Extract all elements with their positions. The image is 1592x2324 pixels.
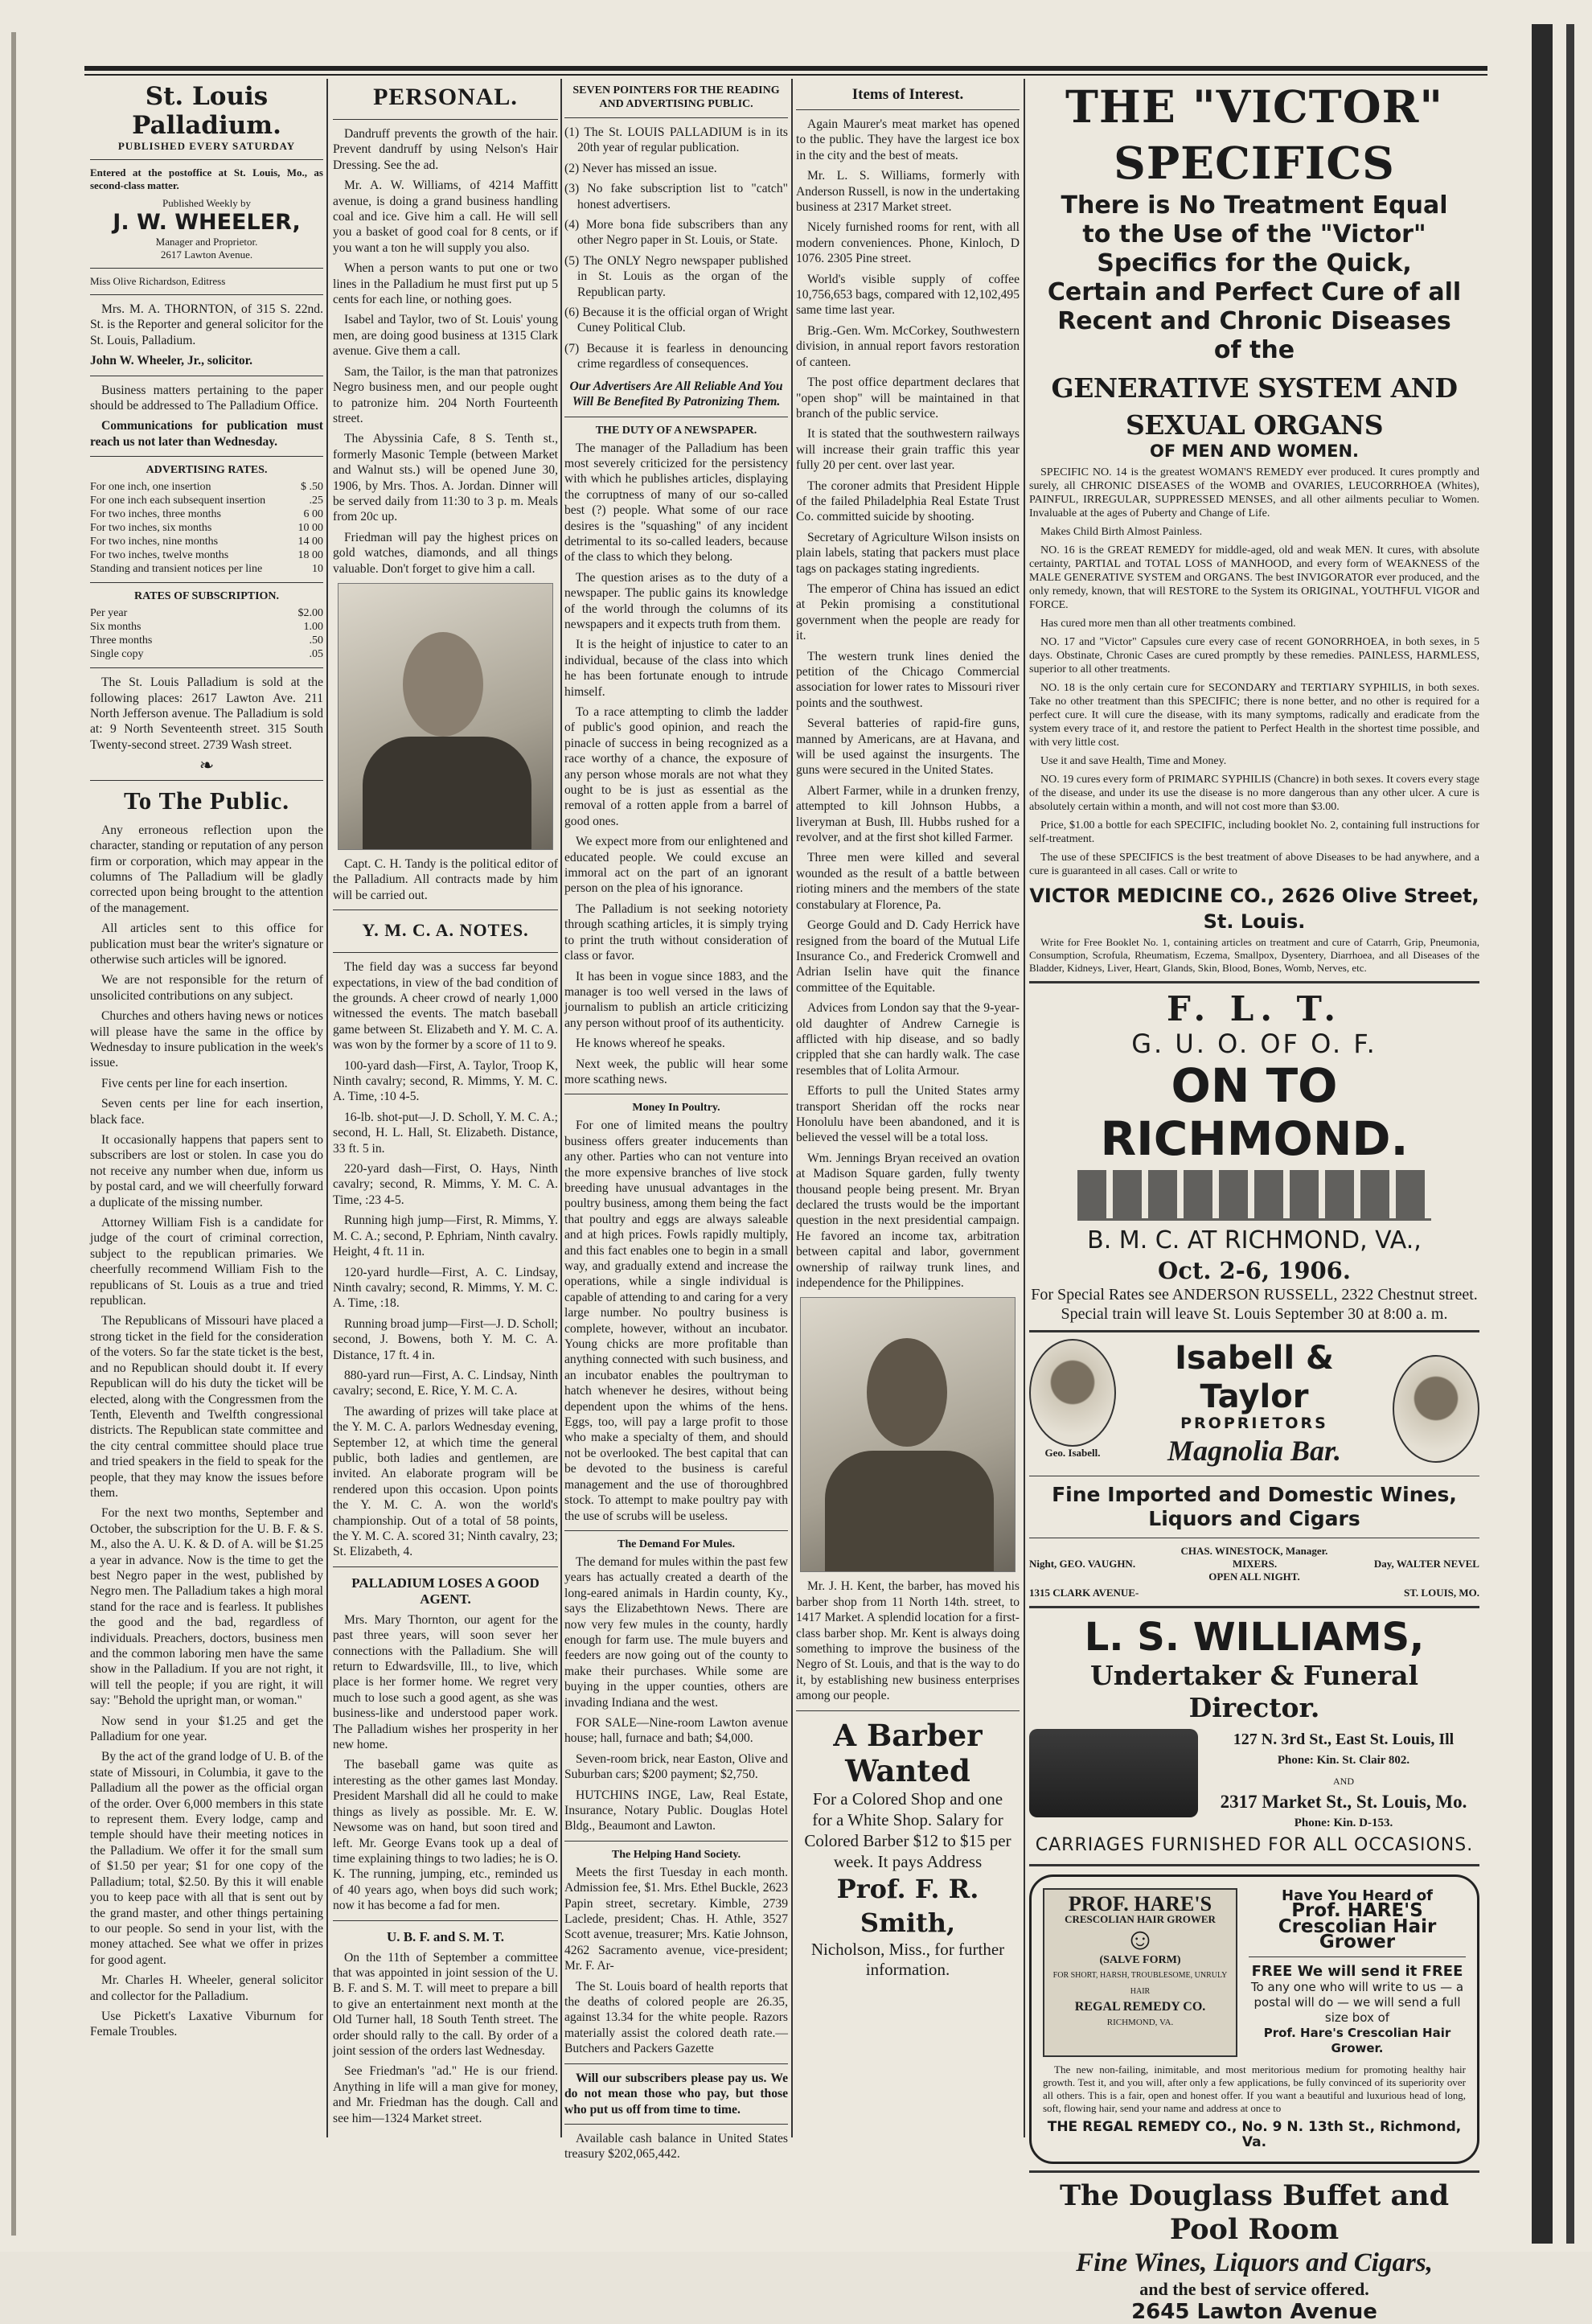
column-divider [560,79,562,2137]
helping-hand-paragraph: Meets the first Tuesday in each month. Admission fee, $1. Mrs. Ethel Buckle, 2623 Papin street, secretary. Kimble, 2739 Laclede, president; Chas. H. Athle, 3527 Scott avenue, treasurer; Mrs. Katie Johnson, 4262 Sacramento avenue, vice-president; Mr. F. Ar- [564,1865,788,1973]
subscription-rate-label: Per year [90,607,128,620]
news-item: Albert Farmer, while in a drunken frenzy, attempted to kill Johnson Hubbs, a liveryman at Bush, Ill. Hubbs rushed for a revolver, and at the first shot killed Farmer. [796,783,1020,845]
victor-system: GENERATIVE SYSTEM AND SEXUAL ORGANS [1051,372,1458,441]
isabell-bar: Magnolia Bar. [1167,1434,1342,1467]
personal-paragraph: Dandruff prevents the growth of the hair. Prevent dandruff by using Nelson's Hair Dressing. See the ad. [333,127,558,172]
hair-grower-tin [1043,1888,1237,2057]
subscription-rate-value: .50 [309,634,323,647]
items-body [796,117,1020,1291]
isabell-mixers: MIXERS. [1232,1557,1278,1570]
douglass-fine: Fine Wines, Liquors and Cigars, [1076,2248,1433,2278]
advertising-rate-value: $ .50 [301,481,323,494]
isabell-proprietors: PROPRIETORS [1180,1415,1328,1433]
isabell-left-name: Geo. Isabell. [1044,1447,1101,1460]
ornament-icon: ❧ [199,755,215,776]
to-public-paragraph: Seven cents per line for each insertion, black face. [90,1097,323,1127]
news-item: Nicely furnished rooms for rent, with all modern conveniences. Phone, Kinloch, D 1076. 2305 Pine street. [796,220,1020,266]
loses-agent-paragraph: Mrs. Mary Thornton, our agent for the past three years, will soon sever her connections with the Palladium. She will return to Edwardsville, Ill., to live, which place is her former home. We regret very much to lose such a good agent, as she was business-like and understood paper work. The Palladium wishes her prosperity in her new home. [333,1612,558,1752]
advertising-rate-label: For one inch, one insertion [90,481,211,494]
helping-hand-paragraph: The St. Louis board of health reports that the deaths of colored people are 26.35, against 13.34 for the white people. Razors materially assist the colored death rate.—Butchers and Packers Gazette [564,1979,788,2056]
victor-body [1029,466,1479,878]
to-public-paragraph: By the act of the grand lodge of U. B. of the state of Missouri, in Columbia, it gave to the Palladium all the power as the official organ of the order. Over 6,000 members in this state to represent them. Every lodge, camp and temple should have their meeting notices in the Palladium. We offer it for the small sum of $1.50 per year; $1 for one copy of the Palladium; total, $2.50. By this it will enable you to keep pace with all that is sent out by the grand master, and other things pertaining to our people. So send in your list, with the money attached. See what we offer in prizes for good agent. [90,1750,323,1967]
news-item: Brig.-Gen. Wm. McCorkey, Southwestern division, in annual report favors restoration of canteen. [796,323,1020,369]
news-item: Again Maurer's meat market has opened to the public. They have the largest ice box in the city and the best of meats. [796,117,1020,162]
news-item: George Gould and D. Cady Herrick have resigned from the board of the Mutual Life Insurance Co., and Frederick Cromwell and Adrian Iselin have quit the finance committee of the Equitable. [796,918,1020,995]
ymca-paragraph: 220-yard dash—First, O. Hays, Ninth cavalry; second, R. Mimms, Y. M. C. A. Time, :23 4-5. [333,1162,558,1207]
ymca-paragraph: The awarding of prizes will take place at the Y. M. C. A. parlors Wednesday evening, September 12, at which time the general public, both ladies and gentlemen, are invited. An elaborate program will be rendered upon this occasion. Upon points the Y. M. C. A. won the world's championship. Out of a total of 58 points, the Y. M. C. A. scored 31; Ninth cavalry, 23; St. Elizabeth, 4. [333,1404,558,1559]
to-public-paragraph: We are not responsible for the return of unsolicited contributions on any subject. [90,973,323,1003]
advertisers-slogan: Our Advertisers Are All Reliable And You Will Be Benefited By Patronizing Them. [569,379,783,409]
helping-hand-heading: The Helping Hand Society. [611,1848,741,1861]
flt-rates: For Special Rates see ANDERSON RUSSELL, 2322 Chestnut street. [1031,1286,1478,1304]
tin-mid: CRESCOLIAN HAIR GROWER [1065,1913,1216,1926]
advertising-rate [90,494,323,507]
hare-prof: Prof. HARE'S [1291,1900,1423,1922]
advertising-rate [90,548,323,562]
solicitor-notice: John W. Wheeler, Jr., solicitor. [90,354,253,368]
to-public-paragraph: Churches and others having news or notices will please have the same in the office by Wednesday to insure publication in the week's issue. [90,1009,323,1070]
sold-at: The St. Louis Palladium is sold at the following places: 2617 Lawton Ave. 211 North Jefferson avenue. The Palladium is sold at: 9 North Seventeenth street. 315 South Twenty-second street. 2739 Wash street. [90,675,323,752]
subscription-rate-label: Six months [90,621,142,634]
subscription-rate-value: .05 [309,648,323,661]
victor-ad [1029,79,1479,975]
to-public-paragraph: All articles sent to this office for publication must bear the writer's signature or otherwise such articles will be ignored. [90,922,323,967]
isabell-city: ST. LOUIS, MO. [1403,1586,1479,1599]
williams-and: AND [1333,1775,1354,1787]
advertising-rate-label: For two inches, three months [90,508,221,521]
subscription-rate [90,606,323,620]
ymca-paragraph: 16-lb. shot-put—J. D. Scholl, Y. M. C. A.; second, H. L. Hall, St. Elizabeth. Distance, 33 ft. 5 in. [333,1110,558,1156]
advertising-rate-value: 6 00 [303,508,323,521]
duty-paragraph: The manager of the Palladium has been most severely criticized for the persistency with which he publishes articles, displaying the corruptness of many of our so-called best (?) people. What some of our race desires is the "squashing" of any incident detrimental to its so-called leaders, because of the class to which they belong. [564,441,788,565]
subscription-rate [90,647,323,661]
news-item: It is stated that the southwestern railways will increase their grain traffic this year fully 20 per cent. over last year. [796,427,1020,473]
isabell-open: OPEN ALL NIGHT. [1208,1570,1300,1583]
news-item: The post office department declares that "open shop" will be maintained in that branch of the public service. [796,376,1020,421]
subscription-rate-label: Single copy [90,648,144,661]
advertising-rate-value: 10 [312,563,323,576]
for-sale-item: HUTCHINS INGE, Law, Real Estate, Insurance, Notary Public. Douglas Hotel Bldg., Beaumont and Lawton. [564,1788,788,1833]
victor-of: OF MEN AND WOMEN. [1149,441,1360,461]
to-public-heading: To The Public. [123,786,290,815]
tin-for: FOR SHORT, HARSH, TROUBLESOME, UNRULY HAIR [1052,1971,1228,1996]
williams-addr2: 2317 Market St., St. Louis, Mo. [1220,1791,1467,1812]
publisher-role: Manager and Proprietor. [155,236,258,248]
advertising-rate-value: 10 00 [297,522,323,535]
hare-free: FREE We will send it FREE [1251,1963,1463,1981]
ubf-heading: U. B. F. and S. M. T. [386,1928,505,1944]
subscription-rate-label: Three months [90,634,153,647]
editress: Miss Olive Richardson, Editress [90,275,226,287]
tandy-caption: Capt. C. H. Tandy is the political editor of the Palladium. All contracts made by him will be carried out. [333,856,558,902]
train-icon [1077,1170,1431,1221]
barber-address: Nicholson, Miss., for further information. [810,1939,1005,1979]
flt-headline: ON TO RICHMOND. [1100,1058,1409,1167]
advertising-rates [90,480,323,576]
hearse-icon [1029,1729,1198,1817]
douglass-title: The Douglass Buffet and Pool Room [1059,2179,1450,2247]
duty-paragraph: Next week, the public will hear some more scathing news. [564,1057,788,1086]
isabell-ad [1029,1339,1479,1599]
mules-paragraph: The demand for mules within the past few years has actually created a dearth of the long-eared animals in Hardin county, Ky., says the Elizabethtown News. There are now very few mules in the county, hardly enough for farm use. The mule buyers and feeders are now going out of the county to make their purchases. While some are buying in the upper counties, others are invading Indiana and the west. [564,1554,788,1710]
tin-city: RICHMOND, VA. [1106,2017,1174,2027]
williams-carriages: CARRIAGES FURNISHED FOR ALL OCCASIONS. [1035,1834,1474,1855]
victor-paragraph: NO. 17 and "Victor" Capsules cure every case of recent GONORRHOEA, in both sexes, in 5 days. Obstinate, Chronic Cases are cured promptly by these remedies. PAINLESS, HARMLESS, superior to all other treatments. [1029,636,1479,676]
portrait-tandy [338,583,553,850]
loses-agent-body [333,1612,558,1914]
subscription-heading: RATES OF SUBSCRIPTION. [133,590,280,603]
personal-paragraph: The Abyssinia Cafe, 8 S. Tenth st., formerly Masonic Temple (between Market and Walnut sts.) will be opened June 30, 1906, by Mrs. Thos. A. Jordan. Dinner will be served daily from 11:30 to 3 p. m. Meals from 20c up. [333,432,558,524]
advertising-rate [90,521,323,535]
mules-heading: The Demand For Mules. [618,1538,735,1550]
subscription-rate [90,634,323,647]
pointer-item: (4) More bona fide subscribers than any other Negro paper in St. Louis, or State. [564,218,788,248]
victor-tagline: There is No Treatment Equal to the Use of the "Victor" Specifics for the Quick, Certain and Perfect Cure of all Recent and Chronic Diseases of the [1047,191,1462,364]
items-heading: Items of Interest. [851,86,964,103]
flt-train: Special train will leave St. Louis September 30 at 8:00 a. m. [1061,1305,1448,1324]
portrait-tin-icon: ☺ [1124,1922,1156,1957]
ymca-paragraph: 100-yard dash—First, A. Taylor, Troop K, Ninth cavalry; second, R. Mimms, Y. M. C. A. Time, :10 4-5. [333,1058,558,1104]
portrait-taylor [1393,1355,1479,1463]
advertising-rate [90,535,323,548]
victor-paragraph: NO. 18 is the only certain cure for SECONDARY and TERTIARY SYPHILIS, in both sexes. Take no other treatment than this SPECIFIC; there is none better, and no other is required for a perfect cure. It will cure the disease, with its many symptoms, radically and eradicate from the system every trace of it, and restore the patient to Perfect Health in the shortest time possible, and with very little cost. [1029,682,1479,749]
subscription-rate-value: 1.00 [303,621,323,634]
pointer-item: (7) Because it is fearless in denouncing crime regardless of consequences. [564,341,788,372]
column-divider [326,79,328,2137]
page-edge-right [1532,24,1553,2244]
advertising-rate-label: For two inches, nine months [90,536,219,548]
to-public-paragraph: It occasionally happens that papers sent to subscribers are lost or stolen. In case you do not receive any number when due, inform us by postal card, and we will cheerfully forward a duplicate of the missing number. [90,1133,323,1209]
victor-paragraph: Use it and save Health, Time and Money. [1040,755,1227,768]
to-public-body [90,823,323,2040]
kent-notice: Mr. J. H. Kent, the barber, has moved his barber shop from 11 North 14th. street, to 1417 Market. A splendid location for a first-class barber shop. Mr. Kent is always doing something to improve the business of the Negro of St. Louis, and that is the way to do it, by establishing new business enterprises among our people. [796,1579,1020,1703]
isabell-title: Isabell & Taylor [1175,1340,1334,1416]
published-by: Published Weekly by [162,197,251,209]
duty-body [564,441,788,1088]
duty-paragraph: The Palladium is not seeking notoriety through scathing articles, it is simply trying to print the truth without consideration of class or favor. [564,901,788,963]
helping-hand-body [564,1865,788,2057]
to-public-paragraph: Mr. Charles H. Wheeler, general solicitor and collector for the Palladium. [90,1973,323,2003]
tin-co: REGAL REMEDY CO. [1074,2000,1206,2014]
williams-name: L. S. WILLIAMS, [1084,1614,1425,1660]
douglass-service: and the best of service offered. [1139,2279,1369,2300]
victor-paragraph: Has cured more men than all other treatments combined. [1040,618,1296,630]
isabell-address: 1315 CLARK AVENUE- [1029,1586,1139,1599]
top-rule-thin [84,74,1487,76]
isabell-night: Night, GEO. VAUGHN. [1029,1557,1136,1570]
isabell-fine: Fine Imported and Domestic Wines, Liquors and Cigars [1052,1482,1457,1530]
top-rule [84,66,1487,71]
news-item: Efforts to pull the United States army transport Sheridan off the rocks near Honolulu have been abandoned, and it is believed the vessel will be a total loss. [796,1084,1020,1145]
advertising-rate-value: 14 00 [297,536,323,548]
personal-paragraph: When a person wants to put one or two lines in the Palladium he must first put up 5 cents for each line, or nothing goes. [333,261,558,307]
ubf-paragraph: See Friedman's "ad." He is our friend. Anything in life will a man give for money, and Mr. Friedman has the dough. Call and see him—1324 Market street. [333,2064,558,2125]
williams-addr1: 127 N. 3rd St., East St. Louis, Ill [1233,1730,1455,1748]
mules-body [564,1554,788,1834]
tin-top: PROF. HARE'S [1068,1891,1212,1915]
advertising-rate-label: For two inches, twelve months [90,549,229,562]
victor-paragraph: The use of these SPECIFICS is the best treatment of above Diseases to be had anywhere, and a cure is guaranteed in all cases. Call or write to [1029,852,1479,878]
duty-paragraph: It is the height of injustice to cater to an individual, because of the class into which he has been fortunate enough to intrude himself. [564,638,788,699]
douglass-ad [1029,2179,1479,2324]
advertising-heading: ADVERTISING RATES. [146,464,268,477]
victor-title: THE "VICTOR" SPECIFICS [1065,80,1443,189]
hare-ad [1029,1874,1479,2165]
seven-pointers-list [564,125,788,372]
subscription-rate [90,620,323,634]
tin-salve: (SALVE FORM) [1099,1954,1181,1967]
duty-paragraph: It has been in vogue since 1883, and the manager is too well versed in the laws of journalism to publish an article criticizing any person without proof of its authenticity. [564,969,788,1030]
pointer-item: (2) Never has missed an issue. [564,161,717,175]
victor-booklet: Write for Free Booklet No. 1, containing articles on treatment and cure of Catarrh, Grip, Pneumonia, Consumption, Scrofula, Rheumatism, Eczema, Smallpox, Dysentery, Diarrhoea, and all Diseases of the Bladder, Kidneys, Liver, Heart, Glands, Skin, Blood, Bones, Womb, Nerves, etc. [1029,936,1479,975]
to-public-paragraph: Now send in your $1.25 and get the Palladium for one year. [90,1714,323,1744]
seven-pointers-heading: SEVEN POINTERS FOR THE READING AND ADVERTISING PUBLIC. [572,84,780,110]
ubf-paragraph: On the 11th of September a committee that was appointed in joint session of the U. B. F. and S. M. T. will meet to prepare a bill to give an entertainment next month at the Old Turner hall, 18 South Tenth street. The order should rally to the call. By order of a joint session of the orders last Wednesday. [333,1950,558,2058]
column-divider [1024,79,1025,2137]
column-advertisements [1029,79,1479,2324]
news-item: The western trunk lines denied the petition of the Chicago Commercial association for lower rates to Missouri river points and the southwest. [796,649,1020,710]
poultry-paragraph: For one of limited means the poultry business offers greater inducements than any other. Parties who can not venture into the more expensive branches of live stock breeding have unusual advantages in the poultry business, among them being the fact that poultry and eggs are always saleable and at high prices. Fowls rapidly multiply, and this fact enables one to begin in a small way, and gradually extend and increase the operations, while a single individual is capable of attending to and caring for a very large number. No poultry business is complete, however, without an incubator. Young chicks are more profitable than anything connected with such business, and an incubator enables the poultryman to hatch whenever he desires, without being dependent upon the whims of the hens. Eggs, too, will pay a large profit to those who make a specialty of them, and should not be overlooked. The best capital that can be devoted to the business is careful management and the use of thoroughbred stock. To attempt to make poultry pay with the use of scrubs will be useless. [564,1119,788,1523]
douglass-address: 2645 Lawton Avenue [1131,2300,1377,2324]
ymca-paragraph: Running broad jump—First—J. D. Scholl; second, J. Bowens, both Y. M. C. A. Distance, 17 ft. 4 in. [333,1316,558,1362]
flt-line2: G. U. O. OF O. F. [1131,1029,1377,1060]
pointer-item: (5) The ONLY Negro newspaper published in St. Louis as the organ of the Republican party. [564,253,788,299]
ymca-paragraph: Running high jump—First, R. Mimms, Y. M. C. A.; second, P. Ephriam, Ninth cavalry. Height, 4 ft. 11 in. [333,1213,558,1259]
business-notice: Business matters pertaining to the paper should be addressed to The Palladium Office. [90,383,323,413]
victor-company: VICTOR MEDICINE CO., 2626 Olive Street, St. Louis. [1029,885,1479,934]
column-masthead [90,79,323,2137]
page-edge-right-inner [1566,24,1574,2244]
column-items [796,79,1020,2137]
pointer-item: (6) Because it is the official organ of Wright Cuney Political Club. [564,306,788,335]
to-public-paragraph: Five cents per line for each insertion. [101,1076,288,1090]
entered-notice: Entered at the postoffice at St. Louis, Mo., as second-class matter. [90,166,323,191]
duty-paragraph: The question arises as to the duty of a newspaper. The public gains its knowledge of the world through the columns of its newspapers and it expects truth from them. [564,570,788,631]
advertising-rate [90,562,323,576]
column-divider [791,79,793,2137]
news-item: The coroner admits that President Hipple of the failed Philadelphia Real Estate Trust Co. committed suicide by shooting. [796,478,1020,524]
williams-title: Undertaker & Funeral Director. [1089,1659,1418,1723]
portrait-isabell [1029,1339,1116,1447]
subscription-rate-value: $2.00 [297,607,323,620]
reporter-notice: Mrs. M. A. THORNTON, of 315 S. 22nd. St. is the Reporter and general solicitor for the St. Louis, Palladium. [90,302,323,347]
flt-line1: F. L. T. [1166,989,1343,1029]
to-public-paragraph: Any erroneous reflection upon the character, standing or reputation of any person firm or corporation, which may appear in the columns of The Palladium will be gladly corrected upon being brought to the attention of the management. [90,823,323,915]
ymca-paragraph: The field day was a success far beyond expectations, in view of the bad condition of the grounds. A cheer crowd of nearly 1,000 witnessed the events. The match baseball game between St. Elizabeth and Y. M. C. A. was won by the former by a score of 11 to 9. [333,960,558,1053]
personal-paragraph: Isabel and Taylor, two of St. Louis' young men, are doing good business at 1315 Clark avenue. Give them a call. [333,313,558,359]
ymca-paragraph: 120-yard hurdle—First, A. C. Lindsay, Ninth cavalry; second, R. Mimms, Y. M. C. A. Time, :18. [333,1265,558,1311]
news-item: Secretary of Agriculture Wilson insists on plain labels, stating that packers must place tags on packages stating ingredients. [796,530,1020,576]
advertising-rate-value: 18 00 [297,549,323,562]
duty-paragraph: We expect more from our enlightened and educated people. We could excuse an immoral act on the part of an ignorant person on the plea of his ignorance. [564,835,788,896]
barber-name: Prof. F. R. Smith, [836,1873,979,1938]
news-item: The emperor of China has issued an edict at Pekin promising a constitutional government when the people are ready for it. [796,581,1020,643]
news-item: Three men were killed and several wounded as the result of a battle between rioting miners and the members of the state constabulary at Florence, Pa. [796,851,1020,912]
duty-paragraph: He knows whereof he speaks. [576,1037,725,1051]
treasury-notice: Available cash balance in United States treasury $202,065,442. [564,2131,788,2162]
barber-heading: A Barber Wanted [833,1717,983,1788]
ymca-paragraph: 880-yard run—First, A. C. Lindsay, Ninth cavalry; second, E. Rice, Y. M. C. A. [333,1368,558,1398]
column-editorial [564,79,788,2162]
masthead-title: St. Louis Palladium. [132,82,281,140]
victor-paragraph: Price, $1.00 a bottle for each SPECIFIC, including booklet No. 2, containing full instructions for self-treatment. [1029,819,1479,846]
hare-offer-name: Prof. Hare's Crescolian Hair Grower. [1263,2025,1451,2056]
victor-paragraph: SPECIFIC NO. 14 is the greatest WOMAN'S REMEDY ever produced. It cures promptly and surely, all CHRONIC DISEASES of the WOMB and OVARIES, LEUCORRHOEA (Whites), PAINFUL, IRREGULAR, SUPPRESSED MENSES, and all other ailments peculiar to Women. Invaluable at the ages of Puberty and Change of Life. [1029,466,1479,520]
advertising-rate-label: For two inches, six months [90,522,212,535]
personal-paragraph: Friedman will pay the highest prices on gold watches, diamonds, and all things valuable. Don't forget to give him a call. [333,530,558,576]
duty-paragraph: To a race attempting to climb the ladder of public's good opinion, and reach the pinacle of success in being recognized as a race worthy of a chance, the exposure of any person whose morals are not what they ought to be is just as essential as the removal of a rotten apple from a barrel of good ones. [564,705,788,828]
ymca-body [333,959,558,1560]
portrait-kent [800,1297,1016,1572]
hare-product: Crescolian Hair Grower [1278,1915,1437,1953]
williams-ad [1029,1615,1479,1858]
personal-heading: PERSONAL. [373,84,518,110]
advertising-rate-value: .25 [309,495,323,507]
hare-heard: Have You Heard of [1282,1887,1433,1904]
victor-paragraph: NO. 16 is the GREAT REMEDY for middle-aged, old and weak MEN. It cures, with absolute certainty, PARTIAL and TOTAL LOSS of MANHOOD, and every form of WEAKNESS of the MALE GENERATIVE SYSTEM and ORGANS. The best INVIGORATOR ever produced, and the only remedy, known, that will RESTORE to the System its ORIGINAL, YOUTHFUL VIGOR and FORCE. [1029,544,1479,612]
communications-notice: Communications for publication must reach us not later than Wednesday. [90,419,323,449]
personal-paragraph: Mr. A. W. Williams, of 4214 Maffitt avenue, is doing a grand business handling coal and ice. Give him a call. He will sell you a basket of good coal for 8 cents, or if you want a ton he will supply you also. [333,179,558,255]
victor-paragraph: Makes Child Birth Almost Painless. [1040,526,1203,539]
news-item: Mr. L. S. Williams, formerly with Anderson Russell, is now in the undertaking business at 2317 Market street. [796,169,1020,215]
ubf-body [333,1950,558,2126]
advertising-rate [90,480,323,494]
masthead-subtitle: PUBLISHED EVERY SATURDAY [117,140,296,152]
isabell-manager: CHAS. WINESTOCK, Manager. [1180,1544,1328,1557]
publisher-address: 2617 Lawton Avenue. [160,248,253,261]
flt-ad [1029,990,1479,1324]
pay-notice: Will our subscribers please pay us. We do not mean those who pay, but those who put us off from time to time. [564,2071,788,2117]
to-public-paragraph: For the next two months, September and October, the subscription for the U. B. F. & S. M., also the A. U. K. & D. of A. will be $1.25 a year in advance. Now is the time to get the best Negro paper in the west, published by Negro men. The Palladium takes a high moral stand for the race and is fearless. It publishes the good and the bad, regardless of individuals. Preachers, doctors, business men and the common laboring men have the same show in the Palladium. If you are not right, it will tell the people; if you are right, it will say: "Behold the upright man, or woman." [90,1506,323,1708]
advertising-rate [90,507,323,521]
hare-body: The new non-failing, inimitable, and most meritorious medium for promoting healthy hair growth. Test it, and you will, after only a few applications, be fully convinced of its superiority over all others. This is a fair, open and honest offer. If you want a beautiful and luxurious head of long, soft, flowing hair, send your name and address at once to [1043,2063,1466,2114]
page-edge-left [11,32,16,2236]
personal-body [333,126,558,577]
ymca-heading: Y. M. C. A. NOTES. [362,920,529,941]
news-item: Advices from London say that the 9-year-old daughter of Andrew Carnegie is afflicted with hip disease, and so badly crippled that she can hardly walk. The case resembles that of Lolita Armour. [796,1001,1020,1078]
subscription-rates [90,606,323,661]
publisher-name: J. W. WHEELER, [113,210,301,235]
williams-phone1: Phone: Kin. St. Clair 802. [1277,1753,1410,1767]
loses-agent-paragraph: The baseball game was quite as interesting as the other games last Monday. President Marshall did all he could to make things as lively as possible. Mr. E. W. Newsome was on hand, but soon tired and left. Mr. George Evans took up a deal of time explaining things to two ladies; he is O. K. The running, jumping, etc., reminded us of 40 years ago, when boys did such work; now it has become a fad for men. [333,1758,558,1913]
for-sale-item: FOR SALE—Nine-room Lawton avenue house; hall, furnace and bath; $4,000. [564,1715,788,1746]
news-item: Wm. Jennings Bryan received an ovation at Madison Square garden, fully twenty thousand people being present. Mr. Bryan declared the trusts would be the important question in the next presidential campaign. He favored an income tax, arbitration between capital and labor, government ownership of railway trunk lines, and independence for the Philippines. [796,1151,1020,1291]
personal-paragraph: Sam, the Tailor, is the man that patronizes Negro business men, and our people ought to patronize him. 204 North Fourteenth street. [333,364,558,425]
williams-phone2: Phone: Kin. D-153. [1294,1816,1393,1829]
news-item: Several batteries of rapid-fire guns, manned by Americans, are at Havana, and will be used against the insurgents. The guns were secured in the United States. [796,716,1020,778]
isabell-day: Day, WALTER NEVEL [1373,1557,1479,1570]
column-personal [333,79,558,2137]
poultry-body [564,1118,788,1524]
pointer-item: (3) No fake subscription list to "catch" honest advertisers. [564,182,788,211]
pointer-item: (1) The St. LOUIS PALLADIUM is in its 20th year of regular publication. [564,125,788,155]
for-sale-item: Seven-room brick, near Easton, Olive and Suburban cars; $200 payment; $2,750. [564,1751,788,1782]
advertising-rate-label: For one inch each subsequent insertion [90,495,266,507]
advertising-rate-label: Standing and transient notices per line [90,563,263,576]
hare-offer: To any one who will write to us — a postal will do — we will send a full size box of [1250,1979,1464,2025]
victor-paragraph: NO. 19 cures every form of PRIMARC SYPHILIS (Chancre) in both sexes. It covers every stage of the disease, and under its use the disease is no more dangerous than any other ulcer. A cure is absolutely certain within a month, and will not cost more than $3.00. [1029,774,1479,814]
to-public-paragraph: Use Pickett's Laxative Viburnum for Female Troubles. [90,2009,323,2039]
hare-address: THE REGAL REMEDY CO., No. 9 N. 13th St., Richmond, Va. [1047,2118,1462,2151]
duty-heading: THE DUTY OF A NEWSPAPER. [595,424,757,437]
poultry-heading: Money In Poultry. [632,1102,720,1115]
loses-agent-heading: PALLADIUM LOSES A GOOD AGENT. [351,1575,540,1607]
to-public-paragraph: Attorney William Fish is a candidate for judge of the court of criminal correction, subject to the republican primaries. We cheerfully recommend William Fish to the republicans of St. Louis as a true and tried republican. [90,1216,323,1308]
flt-bmc: B. M. C. AT RICHMOND, VA., [1087,1226,1422,1255]
to-public-paragraph: The Republicans of Missouri have placed a strong ticket in the field for the consideration of the voters. So far the state ticket is the best, and no Republican should doubt it. If every Republican will do his duty the ticket will be elected, along with the Congressmen from the Tenth, Eleventh and Twelfth congressional districts. The Republican state committee and the city central committee should place true and tried speakers in the field to speak for the people, that they may know the issues before them. [90,1314,323,1500]
news-item: World's visible supply of coffee 10,756,653 bags, compared with 12,102,495 same time last year. [796,272,1020,318]
flt-dates: Oct. 2-6, 1906. [1158,1257,1351,1285]
barber-body: For a Colored Shop and one for a White Shop. Salary for Colored Barber $12 to $15 per week. It pays Address [804,1788,1011,1871]
